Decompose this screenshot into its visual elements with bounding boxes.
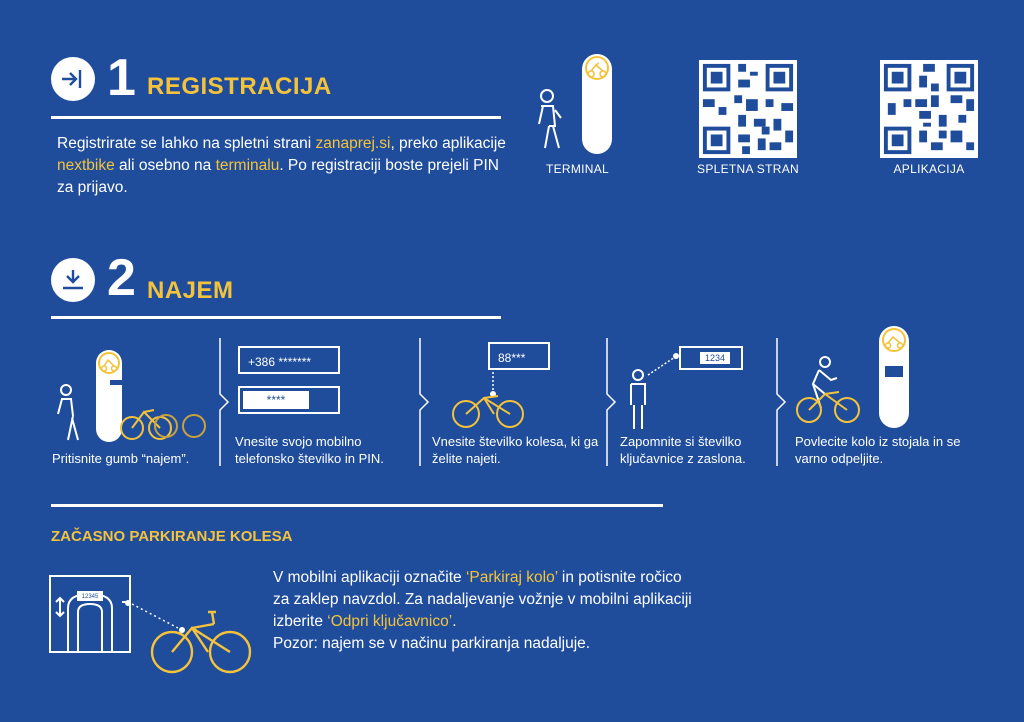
rent-icon (51, 258, 95, 302)
step3-text: Vnesite številko kolesa, ki ga želite najeti. (432, 434, 599, 466)
caption-app: APLIKACIJA (893, 162, 965, 176)
step1-illustration (48, 348, 218, 444)
registration-text: Registrirate se lahko na spletni strani zanaprej.si, preko aplikacije nextbike ali osebno na terminalu. Po registraciji boste prejeli PIN za prijavo. (57, 135, 506, 196)
step-separator (418, 338, 432, 466)
section-number-1: 1 (107, 49, 136, 107)
parking-illustration (48, 572, 253, 677)
lock-number-label: 12345 (81, 594, 99, 600)
step-separator (605, 338, 619, 466)
link-zanaprej[interactable]: zanaprej.si (315, 135, 391, 152)
qr-code-web[interactable] (699, 60, 797, 158)
bikes-in-rack-icon (121, 410, 205, 439)
section-title-registracija: REGISTRACIJA (147, 73, 332, 100)
step2-text: Vnesite svojo mobilno telefonsko številko in PIN. (235, 434, 384, 466)
terminal-kiosk-icon (582, 54, 612, 154)
parking-warning: Pozor: najem se v načinu parkiranja nadaljuje. (273, 635, 591, 652)
bike-number-field[interactable]: 88*** (488, 342, 550, 370)
step1-text: Pritisnite gumb “najem”. (52, 451, 190, 466)
terminal-kiosk-icon (879, 326, 909, 428)
step3-bike-illustration (450, 370, 526, 432)
link-terminal[interactable]: terminalu (215, 157, 280, 174)
pin-value: **** (243, 391, 309, 409)
bike-icon (152, 612, 250, 672)
step-separator (218, 338, 232, 466)
walking-person-icon (539, 90, 561, 148)
section-title-najem: NAJEM (147, 277, 234, 304)
step5-illustration (795, 322, 925, 430)
caption-web: SPLETNA STRAN (697, 162, 799, 176)
parking-title: ZAČASNO PARKIRANJE KOLESA (51, 528, 293, 545)
parkiraj-kolo-option: ‘Parkiraj kolo’ (465, 569, 558, 586)
section3-divider (51, 504, 663, 507)
link-nextbike[interactable]: nextbike (57, 157, 115, 174)
odpri-kljucavnico-option: ‘Odpri ključavnico’ (327, 613, 453, 630)
lock-device-icon (50, 576, 130, 652)
step4-text: Zapomnite si številko ključavnice z zaslona. (620, 434, 746, 466)
caption-terminal: TERMINAL (545, 162, 610, 176)
parking-text: V mobilni aplikaciji označite ‘Parkiraj kolo’ in potisnite ročico za zaklep navzdol. Za nadaljevanje vožnje v mobilni aplikaciji izberite ‘Odpri ključavnico’. Pozor: najem se v načinu parkiranja nadaljuje. (273, 569, 692, 652)
lock-number-display: 1234 (700, 352, 730, 364)
qr-code-app[interactable] (880, 60, 978, 158)
standing-person-icon (631, 370, 645, 429)
cyclist-icon (797, 357, 859, 422)
step5-text: Povlecite kolo iz stojala in se varno odpeljite. (795, 434, 961, 466)
pin-field[interactable] (238, 386, 340, 414)
terminal-illustration (525, 52, 625, 156)
register-icon (51, 57, 95, 101)
section-number-2: 2 (107, 249, 136, 307)
phone-number-field[interactable]: +386 ******* (238, 346, 340, 374)
section2-divider (51, 316, 501, 319)
walking-person-icon (58, 385, 78, 440)
section1-divider (51, 116, 501, 119)
terminal-kiosk-icon (96, 350, 128, 442)
